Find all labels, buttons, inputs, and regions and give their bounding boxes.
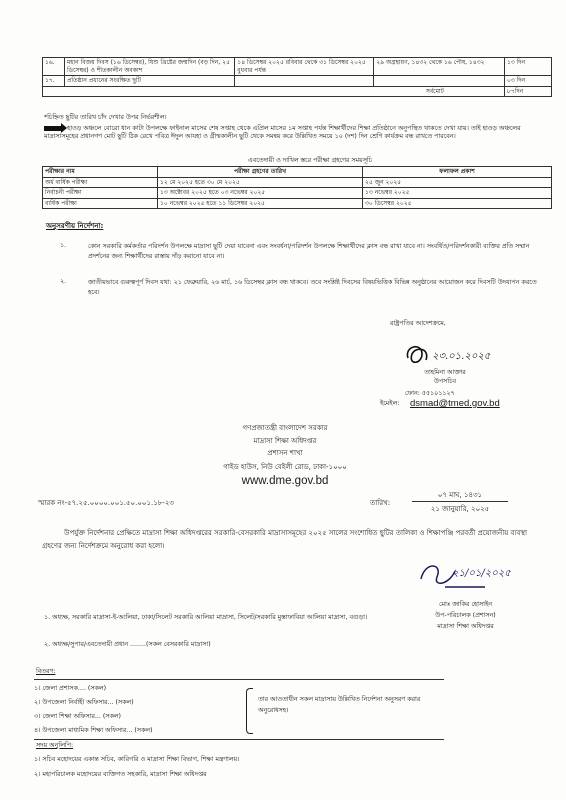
row-greg: ১৪ ডিসেম্বর ২০২৫ রবিবার থেকে ৩১ ডিসেম্বর ২০২৫ বুধবার পর্যন্ত xyxy=(235,58,374,76)
cell: ১০ নভেম্বর ২০২৫ হতে ১১ ডিসেম্বর ২০২৫ xyxy=(158,198,363,209)
distribution-rule xyxy=(34,679,444,680)
copies-heading: সদয় অনুলিপি: xyxy=(36,742,74,749)
row-serial: ১৬. xyxy=(43,58,65,76)
row-bangla: ২৯ অগ্রহায়ণ, ১৪৩২ থেকে ১৬ পৌষ, ১৪৩২ xyxy=(374,58,505,76)
cell: অর্ধ বার্ষিক পরীক্ষা xyxy=(43,177,158,188)
instruction-text: কোন সরকারি কর্মকর্তার পরিদর্শন উপলক্ষে মাদ্রাসা ছুটি দেয়া যাবেনা এবং সংবর্ধনা/পরিদর্শন উপলক্ষে শিক্ষার্থীদের ক্লাস বন্ধ রাখা যাবে না। সংবর্ধিত/পরিদর্শনকারী ব্যক্তির প্রতি সম্মান প্রদর্শনের জন্য শিক্ষার্থীদের রাস্তায় দাঁড় করানো যাবে না। xyxy=(88,243,530,260)
table-row xyxy=(43,58,552,76)
copy-item: ১। সচিব মহোদয়ের একান্ত সচিব, কারিগরি ও মাদ্রাসা শিক্ষা বিভাগ, শিক্ষা মন্ত্রণালয়। xyxy=(34,756,240,763)
exam-table-caption: এবতেদায়ী ও দাখিল স্তরে পরীক্ষা গ্রহণের সময়সূচি xyxy=(247,157,373,164)
memo-ref-label: স্মারক নং- xyxy=(38,499,68,507)
table-row xyxy=(43,177,552,188)
copy-item: ২। মহাপরিচালক মহোদয়ের ব্যক্তিগত সহকারি, মাদ্রাসা শিক্ষা অধিদপ্তর xyxy=(34,771,207,778)
order-text: রাষ্ট্রপতির আদেশক্রমে, xyxy=(390,320,446,327)
memo-ref xyxy=(38,499,174,508)
memo-date-label: তারিখ: xyxy=(370,499,391,507)
signer2-office: মাদ্রাসা শিক্ষা অধিদপ্তর xyxy=(437,623,494,630)
body-paragraph: উপর্যুক্ত নির্দেশনার প্রেক্ষিতে মাদ্রাসা শিক্ষা অধিদপ্তরের সরকারি-বেসরকারি মাদ্রাসাসমূহের ২০২৫ সালের সংশোধিত ছুটির তালিকা ও শিক্ষাপঞ্জি পরবর্তী প্রয়োজনীয় ব্যবস্থা গ্রহণের জন্য নির্দেশক্রমে অনুরোধ করা হলো। xyxy=(42,529,528,550)
distribution-item: ২। উপজেলা নির্বাহী অফিসার... (সকল) xyxy=(34,699,134,706)
memo-date-english: ২১ জানুয়ারি, ২০২৫ xyxy=(430,505,490,513)
signer2-title: উপ-পরিচালক (প্রশাসন) xyxy=(435,612,496,619)
cell: ২৫ জুন ২০২৫ xyxy=(363,177,552,188)
row-name: মহান বিজয় দিবস (১৬ ডিসেম্বর), যিশু খ্রিষ্টের জন্মদিন (বড় দিন, ২৫ ডিসেম্বর) ও শীতকালীন অবকাশ xyxy=(64,58,234,76)
letterhead-section: প্রশাসন শাখা xyxy=(267,449,303,457)
moon-note: *চিহ্নিত ছুটির তারিখ চাঁদ দেখার উপর নির্ভরশীল। xyxy=(44,114,167,121)
cell: নির্বাচনী পরীক্ষা xyxy=(43,188,158,199)
instruction-text: জাতীয়ভাবে গুরুত্বপূর্ণ দিবস যথা: ২১ ফেব্রুয়ারি, ২৬ মার্চ, ১৬ ডিসেম্বর ক্লাস বন্ধ থাকবে। তবে সংশ্লিষ্ট দিবসের বিষয়ভিত্তিক বিভিন্ন অনুষ্ঠানের আয়োজন করে দিবসটি উদযাপন করতে হবে। xyxy=(88,279,537,296)
signer-phone: ফোন: ৫৫১০১১২৭ xyxy=(405,390,455,397)
cell: ১৩ অক্টোবর ২০২৫ হতে ০৩ নভেম্বর ২০২৫ xyxy=(158,188,363,199)
email-link[interactable]: dsmad@tmed.gov.bd xyxy=(410,398,500,409)
row-days: ১৩ দিন xyxy=(504,58,551,76)
distribution-rule-bottom xyxy=(34,739,444,740)
table-row xyxy=(43,198,552,209)
brace-text: তার আওতাধীন সকল মাদ্রাসায় উল্লিখিত নির্দেশনা অনুসরণ করার অনুরোধসহ। xyxy=(258,696,421,714)
signature-date-2: ২১/০১/২০২৫ xyxy=(452,568,511,579)
signature-date: ২৩.০১.২০২৫ xyxy=(432,351,491,362)
arrow-icon xyxy=(44,126,62,131)
signer-name: তাহমিনা আক্তার xyxy=(424,369,466,376)
distribution-item: ৩। জেলা শিক্ষা অফিসার... (সকল) xyxy=(34,713,121,720)
letterhead-website[interactable]: www.dme.gov.bd xyxy=(241,475,329,487)
cell: ৩০ ডিসেম্বর ২০২৫ xyxy=(363,198,552,209)
recipient-item: ১. অধ্যক্ষ, সরকারি মাদ্রাসা-ই-আলিয়া, ঢাকা/সিলেট সরকারি আলিয়া মাদ্রাসা, সিলেট/সরকারি মুস্তাফাবিয়া আলিয়া মাদ্রাসা, বগুড়া। xyxy=(44,614,368,621)
signer-title: উপসচিব xyxy=(433,378,457,385)
row-bangla xyxy=(374,76,505,87)
email-label: ইমেইল: xyxy=(380,400,400,407)
memo-ref-number: ৫৭.২৫.০০০০.০০১.৫০.০০১.১৮-২৩ xyxy=(67,499,174,507)
holiday-table xyxy=(42,57,552,97)
cell: বার্ষিক পরীক্ষা xyxy=(43,198,158,209)
exam-table xyxy=(42,166,552,209)
total-label: সর্বমোট xyxy=(43,86,505,97)
table-row xyxy=(43,188,552,199)
col-header: পরীক্ষার নাম xyxy=(43,167,158,178)
row-serial: ১৭. xyxy=(43,76,65,87)
row-name: প্রতিষ্ঠান প্রধানের সংরক্ষিত ছুটি xyxy=(64,76,234,87)
cell: ১৩ নভেম্বর ২০২৫ xyxy=(363,188,552,199)
instruction-number: ১. xyxy=(60,242,67,249)
col-header: পরীক্ষা গ্রহণের তারিখ xyxy=(158,167,363,178)
col-header: ফলাফল প্রকাশ xyxy=(363,167,552,178)
recipient-item: ২. অধ্যক্ষ/সুপার/এবতেদায়ী প্রধান ........(সকল বেসরকারি মাদ্রাসা) xyxy=(44,641,211,648)
table-header-row xyxy=(43,167,552,178)
memo-date-bangla: ০৭ মাঘ, ১৪৩১ xyxy=(437,491,483,499)
row-days: ০৩ দিন xyxy=(504,76,551,87)
row-greg xyxy=(235,76,374,87)
total-days: ৮৭দিন xyxy=(504,86,551,97)
arrow-note xyxy=(44,125,544,141)
instructions-heading: অনুসরণীয় নির্দেশনা: xyxy=(46,222,104,230)
table-row xyxy=(43,76,552,87)
distribution-heading: বিতরণ: xyxy=(36,668,56,675)
arrow-note-text: হাওড় অঞ্চলে বোরো ধান কাটা উপলক্ষে ফাইনাল মাসের শেষ সপ্তাহ থেকে এপ্রিল মাসের ১ম সপ্তাহ পর্যন্ত শিক্ষার্থীদের শিক্ষা প্রতিষ্ঠানে অনুপস্থিত থাকতে দেখা যায়। তাই হাওড় অঞ্চলের মাদ্রাসাসমূহের প্রধানগণ মোট ছুটি ঠিক রেখে পবিত্র ঈদুল আযহা ও গ্রীষ্মকালীন ছুটি থেকে সমন্বয় করে উল্লিখিত সময়ে ১০ (দশ) দিন শ্রেণি কার্যক্রম বন্ধ রাখতে পারবেন। xyxy=(44,125,521,140)
brace-icon xyxy=(246,688,253,734)
instruction-number: ২. xyxy=(60,278,67,285)
letterhead-address: গাইড হাউস, নিউ বেইলী রোড, ঢাকা-১০০০ xyxy=(223,463,347,471)
table-row xyxy=(43,86,552,97)
date-divider xyxy=(412,501,508,502)
signer2-name: মোঃ জাকির হোসাইন xyxy=(438,601,493,608)
letterhead-dept: মাদ্রাসা শিক্ষা অধিদপ্তর xyxy=(253,437,317,445)
cell: ১২ মে ২০২৫ হতে ৩০ মে ২০২৫ xyxy=(158,177,363,188)
letterhead-govt: গণপ্রজাতন্ত্রী বাংলাদেশ সরকার xyxy=(242,424,328,432)
distribution-item: ১। জেলা প্রশাসক.... (সকল) xyxy=(34,685,107,692)
distribution-item: ৪। উপজেলা মাধ্যমিক শিক্ষা অফিসার... (সকল) xyxy=(34,727,153,734)
